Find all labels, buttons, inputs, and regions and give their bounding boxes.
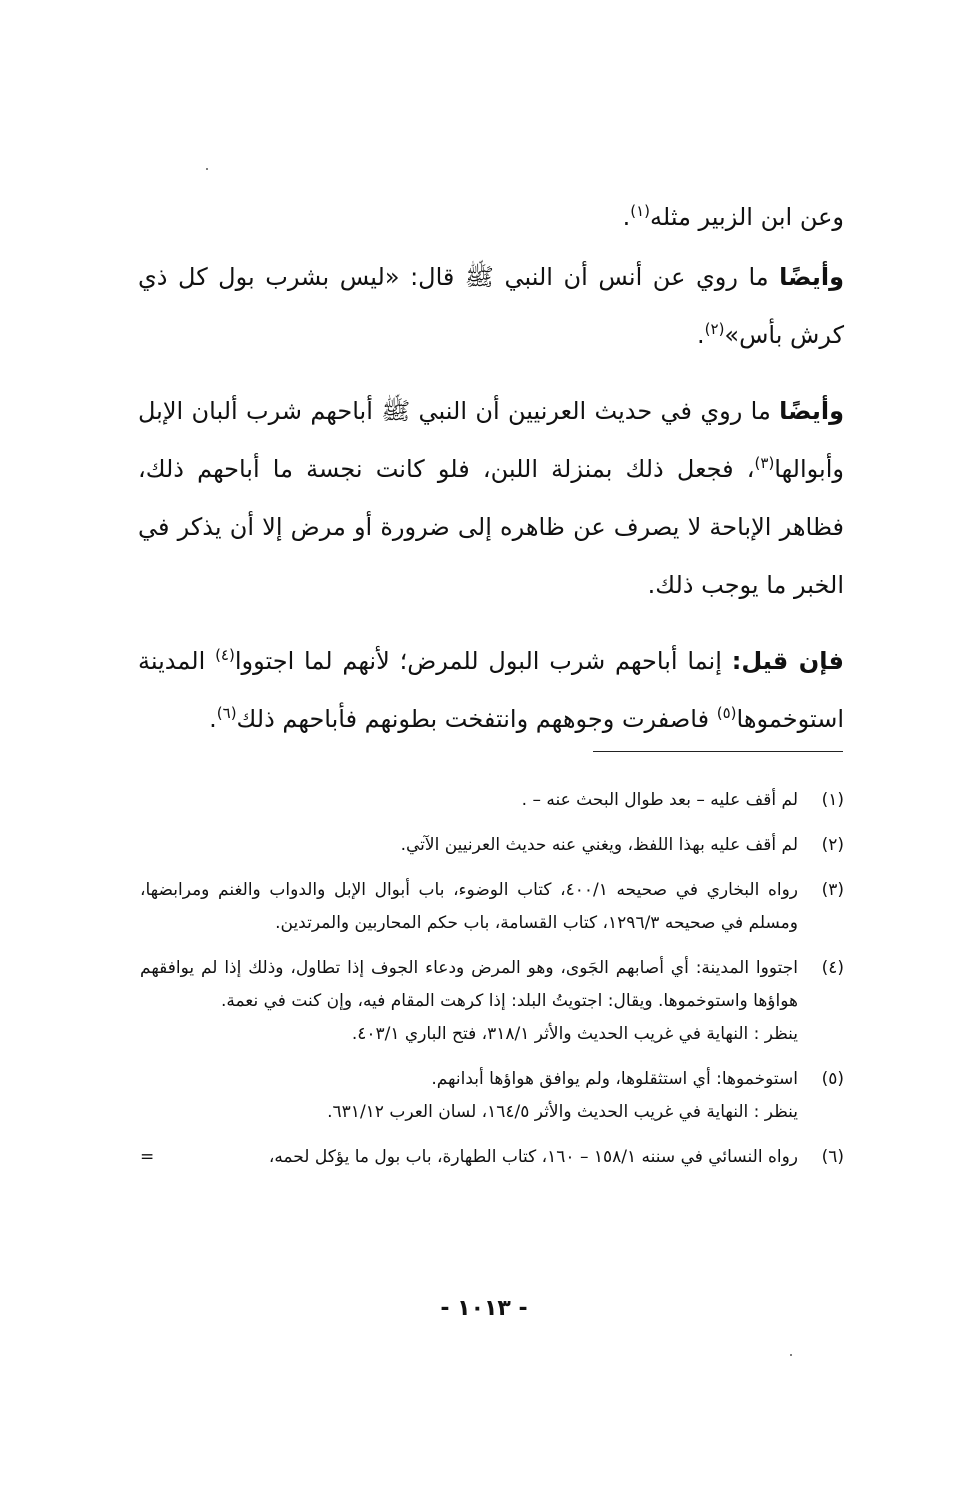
- paragraph: [138, 188, 844, 246]
- paragraph: [138, 382, 844, 614]
- footnote-number: (٣): [821, 880, 844, 900]
- footnote-number: (٢): [821, 835, 844, 855]
- footnote: [140, 1063, 844, 1129]
- page-number: - ١٠١٣ -: [440, 1296, 528, 1321]
- footnote-text: اجتووا المدينة: أي أصابهم الجَوى، وهو المرض ودعاء الجوف إذا تطاول، وذلك إذا لم يوافقهم هواؤها واستوخموها. ويقال: اجتويتُ البلد: إذا كرهت المقام فيه، وإن كنت في نعمة.: [140, 958, 798, 1011]
- paragraph-text: .: [697, 321, 705, 349]
- footnote-body: [140, 784, 798, 817]
- footnote-text: استوخموها: أي استثقلوها، ولم يوافق هواؤها أبدانهم.: [431, 1069, 798, 1089]
- footnote-marker: (١): [630, 202, 651, 220]
- footnote: [140, 952, 844, 1051]
- paragraph-text: .: [209, 705, 217, 733]
- paragraph-text: ما روي في حديث العرنيين أن النبي ﷺ أباحهم شرب ألبان الإبل وأبوالها: [138, 397, 844, 483]
- footnote: [140, 874, 844, 940]
- footnote-separator: [593, 751, 843, 752]
- footnote-text: لم أقف عليه بهذا اللفظ، ويغني عنه حديث العرنيين الآتي.: [400, 835, 798, 855]
- footnote-number: (٤): [821, 958, 844, 978]
- continuation-mark: =: [140, 1147, 155, 1167]
- paragraph: [138, 248, 844, 364]
- footnote: [140, 1141, 844, 1174]
- scan-speck: [790, 1354, 792, 1356]
- paragraph-text: إنما أباحهم شرب البول للمرض؛ لأنهم لما اجتووا: [234, 647, 732, 675]
- footnote-reference: ينظر : النهاية في غريب الحديث والأثر ١٦٤/٥، لسان العرب ٦٣١/١٢.: [327, 1102, 798, 1122]
- footnote-number: (٥): [821, 1069, 844, 1089]
- footnote-body: [140, 829, 798, 862]
- paragraph-lead: وأيضًا: [779, 397, 844, 425]
- paragraph-text: ، فجعل ذلك بمنزلة اللبن، فلو كانت نجسة ما أباحهم ذلك، فظاهر الإباحة لا يصرف عن ظاهره إلى ضرورة أو مرض إلا أن يذكر في الخبر ما يوجب ذلك.: [138, 455, 844, 599]
- footnote-body: [140, 1141, 798, 1174]
- footnotes: [140, 784, 844, 1186]
- paragraph-text: المدينة استوخموها: [138, 647, 844, 733]
- footnote: [140, 829, 844, 862]
- paragraph-text: .: [622, 203, 631, 231]
- footnote-text: رواه البخاري في صحيحه ٤٠٠/١، كتاب الوضوء، باب أبوال الإبل والدواب والغنم ومرابضها، ومسلم في صحيحه ١٢٩٦/٣، كتاب القسامة، باب حكم المحاربين والمرتدين.: [140, 880, 798, 933]
- footnote-text: لم أقف عليه – بعد طوال البحث عنه – .: [521, 790, 798, 810]
- main-text: [138, 188, 844, 766]
- paragraph-text: وعن ابن الزبير مثله: [650, 203, 844, 231]
- footnote-reference: ينظر : النهاية في غريب الحديث والأثر ٣١٨/١، فتح الباري ٤٠٣/١.: [351, 1024, 798, 1044]
- footnote-number: (١): [821, 790, 844, 810]
- footnote-body: [140, 952, 798, 1051]
- paragraph-lead: فإن قيل:: [731, 647, 844, 675]
- footnote-marker: (٦): [216, 704, 237, 722]
- paragraph-lead: وأيضًا: [779, 263, 844, 291]
- footnote-marker: (٢): [704, 320, 725, 338]
- footnote-marker: (٤): [215, 646, 235, 664]
- paragraph: [138, 632, 844, 748]
- footnote-text: رواه النسائي في سننه ١٥٨/١ – ١٦٠، كتاب الطهارة، باب بول ما يؤكل لحمه،: [268, 1147, 798, 1167]
- footnote-marker: (٥): [716, 704, 737, 722]
- scan-speck: [206, 168, 208, 170]
- footnote-body: [140, 1063, 798, 1129]
- footnote-marker: (٣): [754, 454, 775, 472]
- paragraph-text: ما روي عن أنس أن النبي ﷺ قال: «ليس بشرب بول كل ذي كرش بأس»: [138, 263, 844, 349]
- footnote: [140, 784, 844, 817]
- footnote-number: (٦): [821, 1147, 844, 1167]
- footnote-body: [140, 874, 798, 940]
- paragraph-text: فاصفرت وجوههم وانتفخت بطونهم فأباحهم ذلك: [236, 705, 717, 733]
